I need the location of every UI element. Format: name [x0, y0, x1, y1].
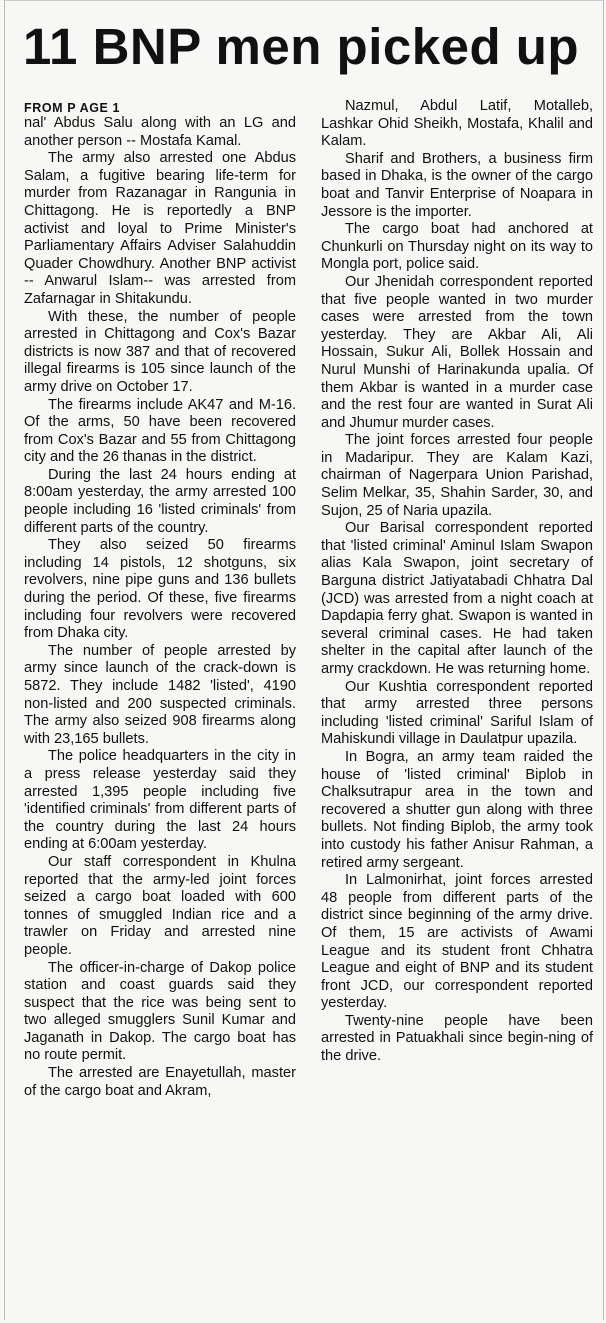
- paragraph: Twenty-nine people have been arrested in Patuakhali since begin-ning of the drive.: [321, 1012, 593, 1065]
- article-column-right: [321, 98, 593, 1308]
- paragraph: In Lalmonirhat, joint forces arrested 48 people from different parts of the district since beginning of the army drive. Of them, 15 are activists of Awami League and its student front Chhatra League and eight of BNP and its student front JCD, our correspondent reported yesterday.: [321, 872, 593, 1012]
- paragraph: During the last 24 hours ending at 8:00am yesterday, the army arrested 100 people including 16 'listed criminals' from different parts of the country.: [24, 466, 296, 536]
- newspaper-clipping: [4, 0, 604, 1320]
- paragraph: With these, the number of people arrested in Chittagong and Cox's Bazar districts is now 387 and that of recovered illegal firearms is 105 since launch of the army drive on October 17.: [24, 308, 296, 395]
- paragraph: The firearms include AK47 and M-16. Of the arms, 50 have been recovered from Cox's Bazar and 55 from Chittagong city and the 26 thanas in the district.: [24, 396, 296, 466]
- paragraph: The cargo boat had anchored at Chunkurli on Thursday night on its way to Mongla port, police said.: [321, 221, 593, 273]
- paragraph: Nazmul, Abdul Latif, Motalleb, Lashkar Ohid Sheikh, Mostafa, Khalil and Kalam.: [321, 98, 593, 150]
- headline: 11 BNP men picked up: [23, 18, 580, 75]
- paragraph: Our Kushtia correspondent reported that army arrested three persons including 'listed criminal' Sariful Islam of Mahiskundi village in Daulatpur upazila.: [321, 678, 593, 748]
- paragraph: They also seized 50 firearms including 14 pistols, 12 shotguns, six revolvers, nine pipe guns and 136 bullets during the period. Of these, five firearms including four revolvers were recovered from Dhaka city.: [24, 537, 296, 642]
- paragraph: nal' Abdus Salu along with an LG and another person -- Mostafa Kamal.: [24, 115, 296, 149]
- dateline: FROM P AGE 1: [24, 101, 121, 115]
- paragraph: The officer-in-charge of Dakop police station and coast guards said they suspect that the rice was being sent to two alleged smugglers Sunil Kumar and Jaganath in Dakop. The cargo boat has no route permit.: [24, 959, 296, 1064]
- paragraph: Our staff correspondent in Khulna reported that the army-led joint forces seized a cargo boat loaded with 600 tonnes of smuggled Indian rice and a trawler on Friday and arrested nine people.: [24, 853, 296, 958]
- paragraph: The number of people arrested by army since launch of the crack-down is 5872. They include 1482 'listed', 4190 non-listed and 200 suspected criminals. The army also seized 908 firearms along with 23,165 bullets.: [24, 642, 296, 747]
- paragraph: Sharif and Brothers, a business firm based in Dhaka, is the owner of the cargo boat and Tanvir Enterprise of Noapara in Jessore is the importer.: [321, 150, 593, 220]
- paragraph: The arrested are Enayetullah, master of the cargo boat and Akram,: [24, 1065, 296, 1099]
- paragraph: The police headquarters in the city in a press release yesterday said they arrested 1,395 people including five 'identified criminals' from different parts of the country during the last 24 hours ending at 6:00am yesterday.: [24, 748, 296, 853]
- paragraph: Our Barisal correspondent reported that 'listed criminal' Aminul Islam Swapon alias Kala Swapon, joint secretary of Barguna district Jatiyatabadi Chhatra Dal (JCD) was arrested from a night coach at Dapdapia ferry ghat. Swapon is wanted in several criminal cases. He had taken shelter in the capital after launch of the army crackdown. He was returning home.: [321, 520, 593, 677]
- paragraph: In Bogra, an army team raided the house of 'listed criminal' Biplob in Chalksutrapur area in the town and recovered a shutter gun along with three bullets. Not finding Biplob, the army took into custody his father Anisur Rahman, a retired army sergeant.: [321, 748, 593, 871]
- paragraph: Our Jhenidah correspondent reported that five people wanted in two murder cases were arrested from the town yesterday. They are Akbar Ali, Ali Hossain, Sukur Ali, Bollek Hossain and Nurul Munshi of Harinakunda upalia. Of them Akbar is wanted in a murder case and the rest four are wanted in Surat Ali and Jhumur murder cases.: [321, 273, 593, 431]
- paragraph: The joint forces arrested four people in Madaripur. They are Kalam Kazi, chairman of Nagerpara Union Parishad, Selim Melkar, 35, Shahin Sarder, 30, and Sujon, 25 of Naria upazila.: [321, 432, 593, 519]
- article-column-left: [24, 97, 296, 1307]
- paragraph: The army also arrested one Abdus Salam, a fugitive bearing life-term for murder from Razanagar in Rangunia in Chittagong. He is reportedly a BNP activist and loyal to Prime Minister's Parliamentary Affairs Adviser Salahuddin Quader Chowdhury. Another BNP activist -- Anwarul Islam-- was arrested from Zafarnagar in Shitakundu.: [24, 150, 296, 307]
